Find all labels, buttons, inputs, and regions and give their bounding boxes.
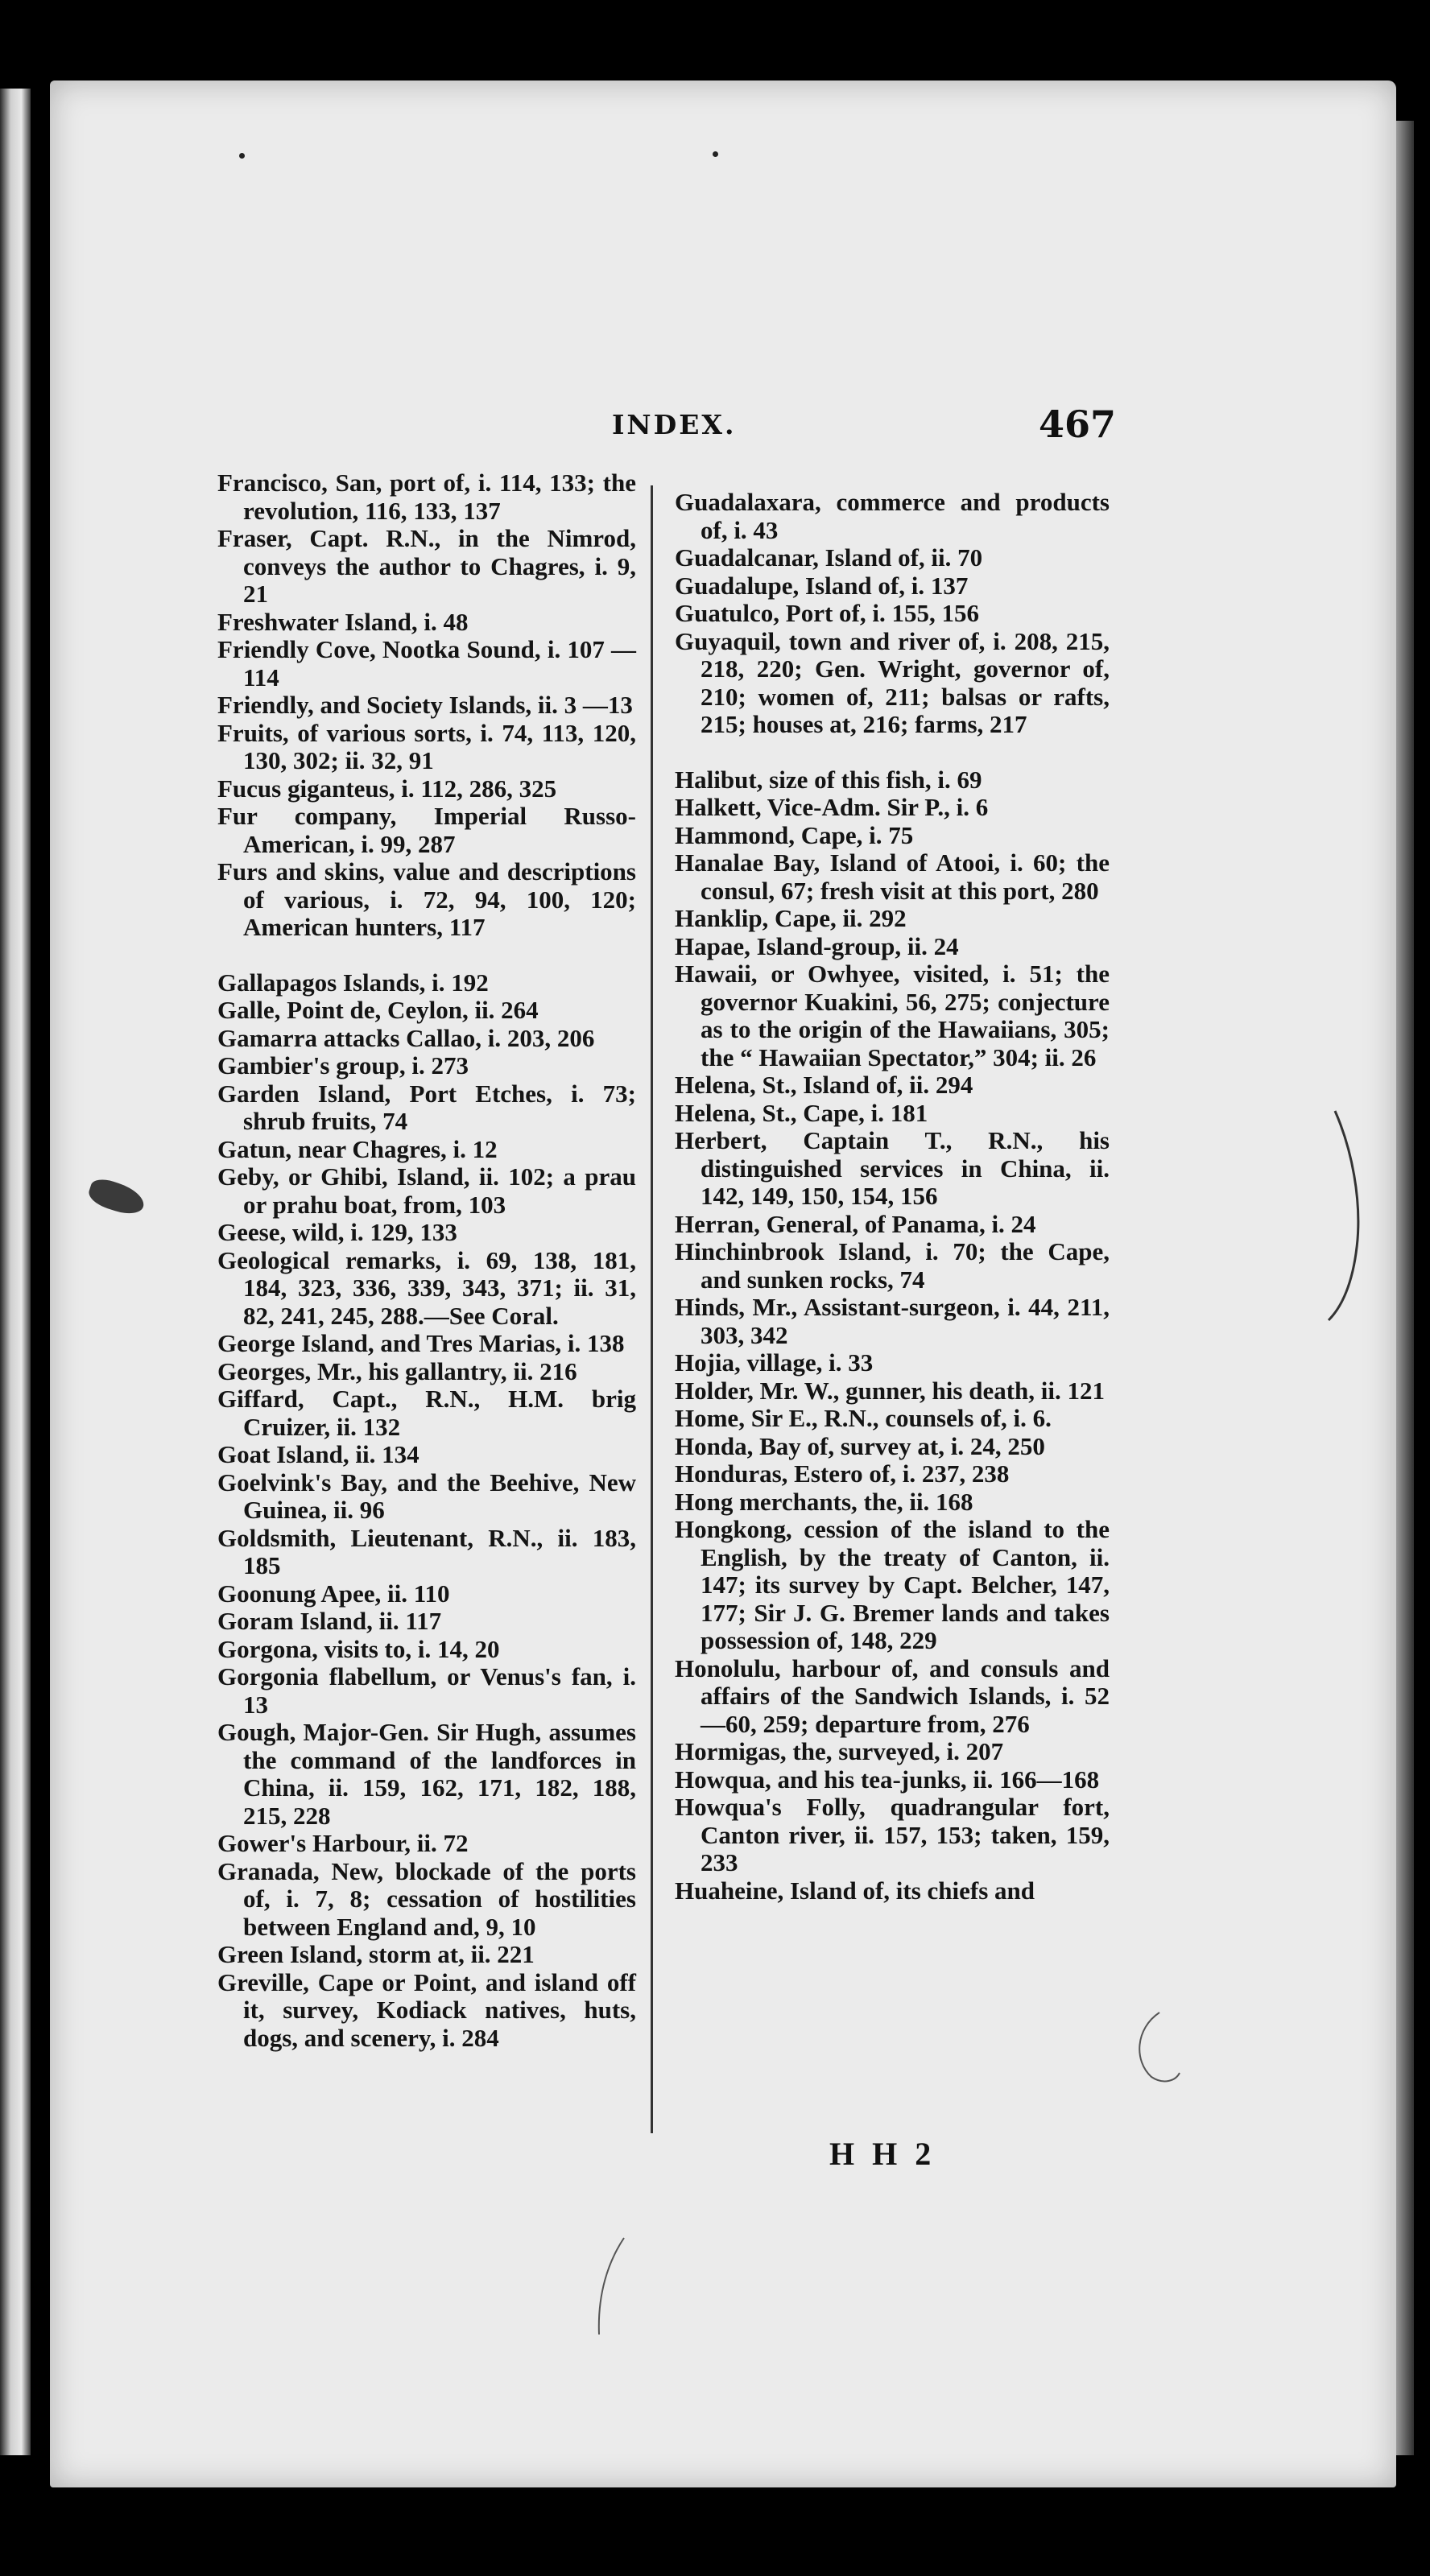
index-entry: Fraser, Capt. R.N., in the Nimrod, conveys the author to Chagres, i. 9, 21 (217, 524, 636, 608)
index-entry: Francisco, San, port of, i. 114, 133; the revolution, 116, 133, 137 (217, 469, 636, 525)
index-entry: Halkett, Vice-Adm. Sir P., i. 6 (675, 793, 989, 821)
index-entry: Garden Island, Port Etches, i. 73; shrub fruits, 74 (217, 1079, 636, 1135)
signature-mark: H H 2 (829, 2136, 936, 2172)
index-entry: Hormigas, the, surveyed, i. 207 (675, 1737, 1004, 1765)
index-entry: Holder, Mr. W., gunner, his death, ii. 121 (675, 1376, 1106, 1405)
index-entry: Guadalaxara, commerce and products of, i. 43 (675, 488, 1110, 544)
pencil-stroke-mark (588, 2230, 636, 2343)
index-entry: Gallapagos Islands, i. 192 (217, 968, 489, 997)
page-right-edge (1396, 121, 1414, 2455)
index-entry: Hanalae Bay, Island of Atooi, i. 60; the consul, 67; fresh visit at this port, 280 (675, 848, 1110, 905)
index-entry: Galle, Point de, Ceylon, ii. 264 (217, 996, 539, 1024)
index-entry: Goonung Apee, ii. 110 (217, 1579, 450, 1608)
index-entry: Guyaquil, town and river of, i. 208, 215, 218, 220; Gen. Wright, governor of, 210; women of, 211; balsas or rafts, 215; houses at, 216; farms, 217 (675, 626, 1110, 738)
index-entry: Gatun, near Chagres, i. 12 (217, 1134, 498, 1163)
index-column-left (217, 469, 636, 2052)
speck-mark (713, 151, 718, 157)
index-entry: Geological remarks, i. 69, 138, 181, 184, 323, 336, 339, 343, 371; ii. 31, 82, 241, 245, 288.—See Coral. (217, 1245, 636, 1330)
speck-mark (239, 153, 245, 159)
pencil-bracket-mark (1320, 1103, 1369, 1328)
index-entry: Honolulu, harbour of, and consuls and affairs of the Sandwich Islands, i. 52—60, 259; departure from, 276 (675, 1653, 1110, 1738)
index-entry: Friendly Cove, Nootka Sound, i. 107 —114 (217, 635, 636, 691)
index-entry: Gower's Harbour, ii. 72 (217, 1829, 469, 1857)
index-entry: Howqua, and his tea-junks, ii. 166—168 (675, 1765, 1100, 1794)
index-entry: Goldsmith, Lieutenant, R.N., ii. 183, 185 (217, 1523, 636, 1579)
index-entry: Giffard, Capt., R.N., H.M. brig Cruizer, ii. 132 (217, 1385, 636, 1441)
index-entry: Green Island, storm at, ii. 221 (217, 1940, 535, 1968)
index-entry: Hammond, Cape, i. 75 (675, 820, 914, 849)
index-entry: Huaheine, Island of, its chiefs and (675, 1876, 1035, 1905)
index-entry: Goram Island, ii. 117 (217, 1607, 442, 1635)
index-entry: Granada, New, blockade of the ports of, i. 7, 8; cessation of hostilities between England and, 9, 10 (217, 1856, 636, 1941)
page-number: 467 (1039, 402, 1117, 446)
index-entry: Geese, wild, i. 129, 133 (217, 1218, 457, 1246)
index-entry: Freshwater Island, i. 48 (217, 607, 469, 636)
index-entry: Honduras, Estero of, i. 237, 238 (675, 1459, 1010, 1488)
index-entry: Helena, St., Island of, ii. 294 (675, 1071, 973, 1099)
index-entry: Hapae, Island-group, ii. 24 (675, 931, 959, 960)
index-entry: Goat Island, ii. 134 (217, 1440, 419, 1468)
index-entry: Georges, Mr., his gallantry, ii. 216 (217, 1356, 577, 1385)
index-entry: Hongkong, cession of the island to the English, by the treaty of Canton, ii. 147; its survey by Capt. Belcher, 147, 177; Sir J. G. Bremer lands and takes possession of, 148, 229 (675, 1515, 1110, 1654)
index-entry: Gorgona, visits to, i. 14, 20 (217, 1634, 500, 1663)
index-entry: Guadalupe, Island of, i. 137 (675, 571, 969, 600)
index-entry: Guadalcanar, Island of, ii. 70 (675, 543, 983, 572)
index-entry: Gamarra attacks Callao, i. 203, 206 (217, 1023, 595, 1052)
index-entry: Hojia, village, i. 33 (675, 1348, 874, 1377)
running-header-title: INDEX. (612, 409, 737, 440)
index-entry: George Island, and Tres Marias, i. 138 (217, 1329, 625, 1357)
index-entry: Fucus giganteus, i. 112, 286, 325 (217, 774, 557, 803)
column-divider (651, 485, 653, 2133)
pencil-curl-mark (1119, 2004, 1184, 2093)
index-entry: Fruits, of various sorts, i. 74, 113, 120, 130, 302; ii. 32, 91 (217, 718, 636, 774)
section-gap (675, 739, 1110, 766)
index-entry: Gough, Major-Gen. Sir Hugh, assumes the command of the landforces in China, ii. 159, 162, 171, 182, 188, 215, 228 (217, 1718, 636, 1830)
index-entry: Gorgonia flabellum, or Venus's fan, i. 13 (217, 1662, 636, 1719)
index-entry: Helena, St., Cape, i. 181 (675, 1098, 928, 1127)
index-entry: Hinchinbrook Island, i. 70; the Cape, and sunken rocks, 74 (675, 1237, 1110, 1294)
index-entry: Herbert, Captain T., R.N., his distinguished services in China, ii. 142, 149, 150, 154, 156 (675, 1126, 1110, 1210)
index-entry: Goelvink's Bay, and the Beehive, New Guinea, ii. 96 (217, 1468, 636, 1524)
index-entry: Friendly, and Society Islands, ii. 3 —13 (217, 691, 633, 719)
index-entry: Hong merchants, the, ii. 168 (675, 1487, 973, 1516)
index-entry: Halibut, size of this fish, i. 69 (675, 765, 982, 794)
index-entry: Herran, General, of Panama, i. 24 (675, 1209, 1036, 1238)
index-entry: Geby, or Ghibi, Island, ii. 102; a prau or prahu boat, from, 103 (217, 1162, 636, 1219)
index-entry: Gambier's group, i. 273 (217, 1051, 469, 1080)
index-entry: Home, Sir E., R.N., counsels of, i. 6. (675, 1404, 1052, 1432)
index-entry: Hanklip, Cape, ii. 292 (675, 904, 907, 932)
index-entry: Greville, Cape or Point, and island off it, survey, Kodiack natives, huts, dogs, and scenery, i. 284 (217, 1967, 636, 2052)
index-entry: Howqua's Folly, quadrangular fort, Canton river, ii. 157, 153; taken, 159, 233 (675, 1793, 1110, 1876)
index-entry: Guatulco, Port of, i. 155, 156 (675, 599, 979, 627)
index-entry: Honda, Bay of, survey at, i. 24, 250 (675, 1431, 1045, 1460)
index-entry: Furs and skins, value and descriptions of various, i. 72, 94, 100, 120; American hunters, 117 (217, 857, 636, 941)
index-entry: Hinds, Mr., Assistant-surgeon, i. 44, 211, 303, 342 (675, 1293, 1110, 1349)
index-entry: Fur company, Imperial Russo-American, i. 99, 287 (217, 802, 636, 858)
section-gap (217, 942, 636, 969)
index-column-right (675, 489, 1110, 1905)
previous-page-edge (0, 89, 31, 2455)
index-entry: Hawaii, or Owhyee, visited, i. 51; the governor Kuakini, 56, 275; conjecture as to the origin of the Hawaiians, 305; the “ Hawaiian Spectator,” 304; ii. 26 (675, 960, 1110, 1071)
